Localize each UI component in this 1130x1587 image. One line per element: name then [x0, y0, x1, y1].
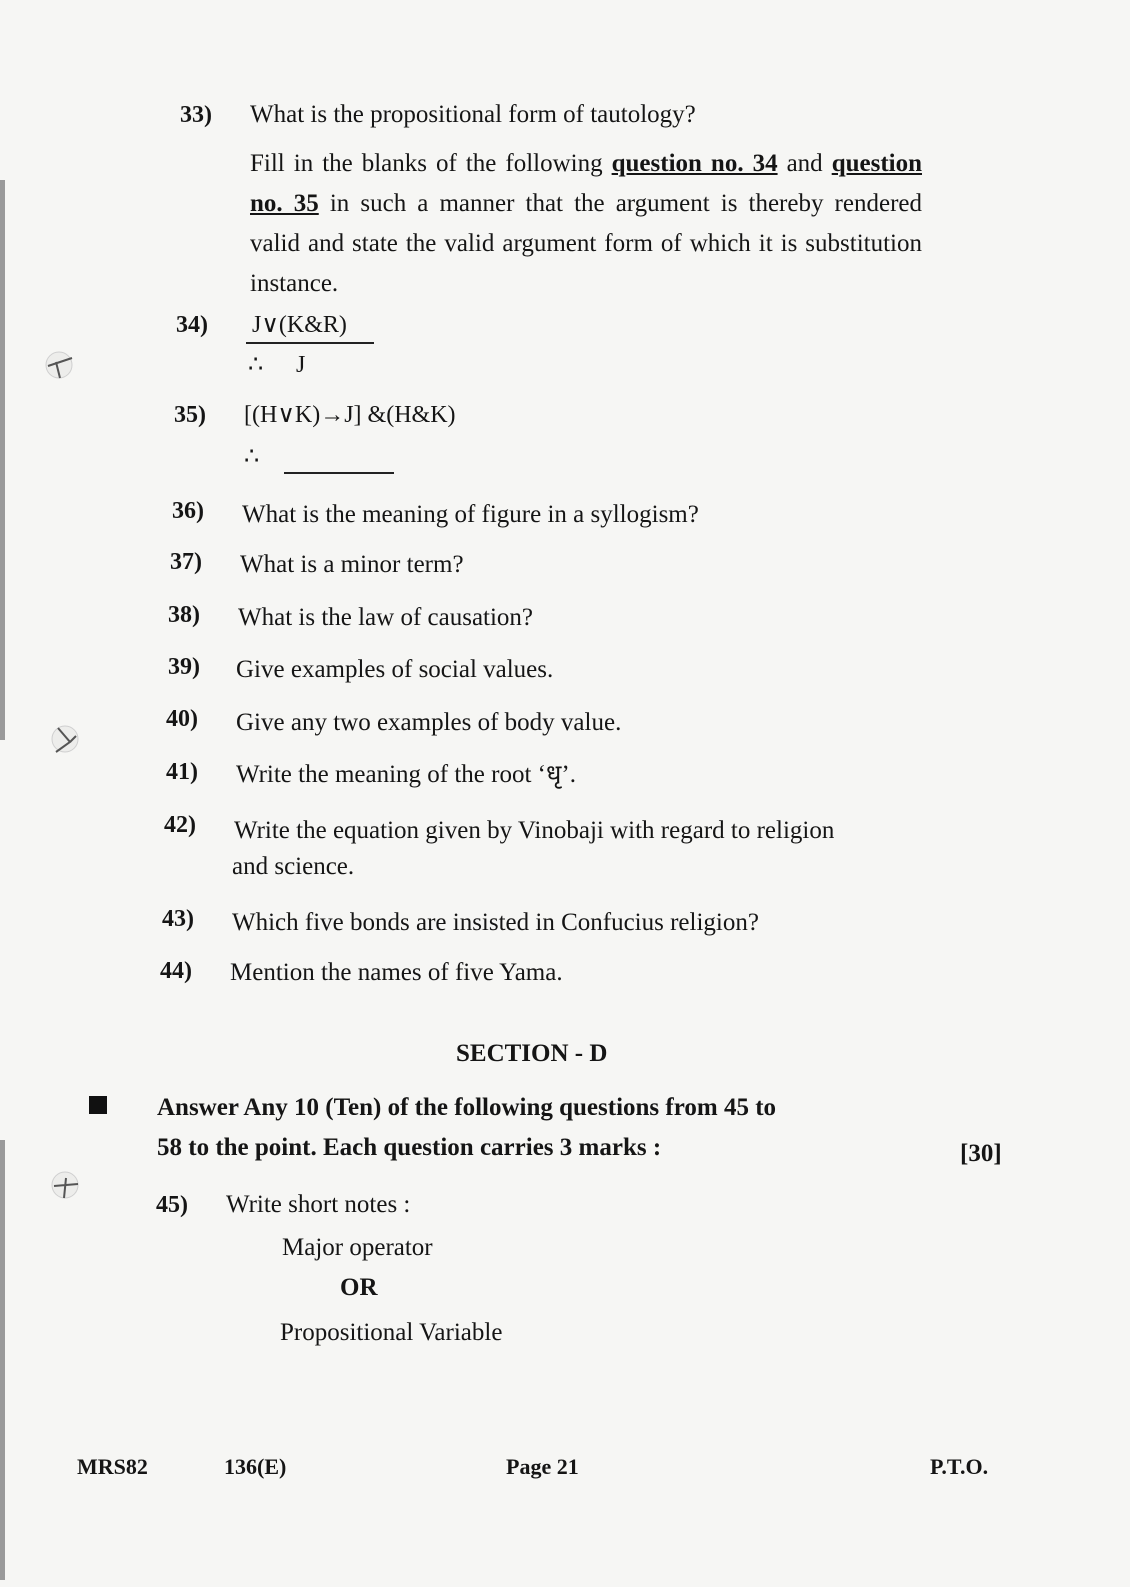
footer-pto: P.T.O. [930, 1454, 989, 1479]
section-title: SECTION - D [456, 1040, 608, 1067]
therefore-symbol: ∴ [248, 352, 264, 378]
section-marks: [30] [960, 1140, 1002, 1167]
or-separator: OR [340, 1274, 378, 1301]
question-number: 39) [168, 654, 200, 680]
punch-hole-icon [42, 348, 76, 382]
question-text: What is a minor term? [240, 551, 464, 578]
question-number: 37) [170, 549, 202, 575]
question-number: 40) [166, 706, 198, 732]
instruction-text: and [777, 150, 832, 177]
therefore-symbol: ∴ [244, 444, 260, 470]
question-reference-34: question no. 34 [611, 150, 778, 177]
question-number: 43) [162, 906, 194, 932]
premise: [(H∨K)→J] &(H&K) [244, 402, 456, 428]
section-instruction-line1: Answer Any 10 (Ten) of the following questions from 45 to [157, 1094, 777, 1121]
page-edge-shadow-lower [0, 1140, 5, 1580]
question-number: 35) [174, 402, 206, 428]
footer-paper-number: 136(E) [224, 1454, 287, 1479]
question-number: 33) [180, 102, 212, 128]
punch-hole-icon [48, 722, 82, 756]
premise: J∨(K&R) [252, 312, 347, 338]
page-edge-shadow [0, 180, 5, 740]
question-text: Mention the names of five Yama. [230, 959, 563, 986]
question-number: 41) [166, 759, 198, 785]
answer-blank [284, 472, 394, 474]
footer-code: MRS82 [77, 1454, 148, 1479]
question-number: 42) [164, 812, 196, 838]
question-text-continued: and science. [232, 853, 355, 880]
bullet-square-icon [89, 1096, 107, 1114]
question-text: Which five bonds are insisted in Confucius religion? [232, 909, 759, 936]
argument-line [246, 342, 374, 344]
instruction-text: in such a manner that the argument is thereby rendered valid and state the valid argument form of which it is substitution instance. [250, 190, 922, 297]
punch-hole-icon [48, 1168, 82, 1202]
question-number: 36) [172, 498, 204, 524]
question-number: 38) [168, 602, 200, 628]
question-text: Write short notes : [226, 1191, 411, 1218]
instruction-text: Fill in the blanks of the following [250, 150, 612, 177]
question-number: 45) [156, 1192, 188, 1218]
question-text: What is the propositional form of tautology? [250, 101, 696, 128]
q33-instruction [250, 144, 922, 304]
option-b: Propositional Variable [280, 1319, 503, 1346]
question-text: Write the meaning of the root ‘धृ’. [236, 761, 576, 788]
question-number: 34) [176, 312, 208, 338]
question-text: What is the law of causation? [238, 604, 534, 631]
question-text: Give any two examples of body value. [236, 709, 622, 736]
question-text: Write the equation given by Vinobaji with regard to religion [234, 817, 835, 844]
question-number: 44) [160, 958, 192, 984]
conclusion: J [296, 352, 306, 378]
section-instruction-line2: 58 to the point. Each question carries 3 marks : [157, 1134, 662, 1161]
question-text: What is the meaning of figure in a syllogism? [242, 501, 699, 528]
question-text: Give examples of social values. [236, 656, 554, 683]
option-a: Major operator [282, 1234, 433, 1261]
footer-page-number: Page 21 [506, 1454, 579, 1479]
question-reference-35: question no. 35 [250, 150, 922, 217]
